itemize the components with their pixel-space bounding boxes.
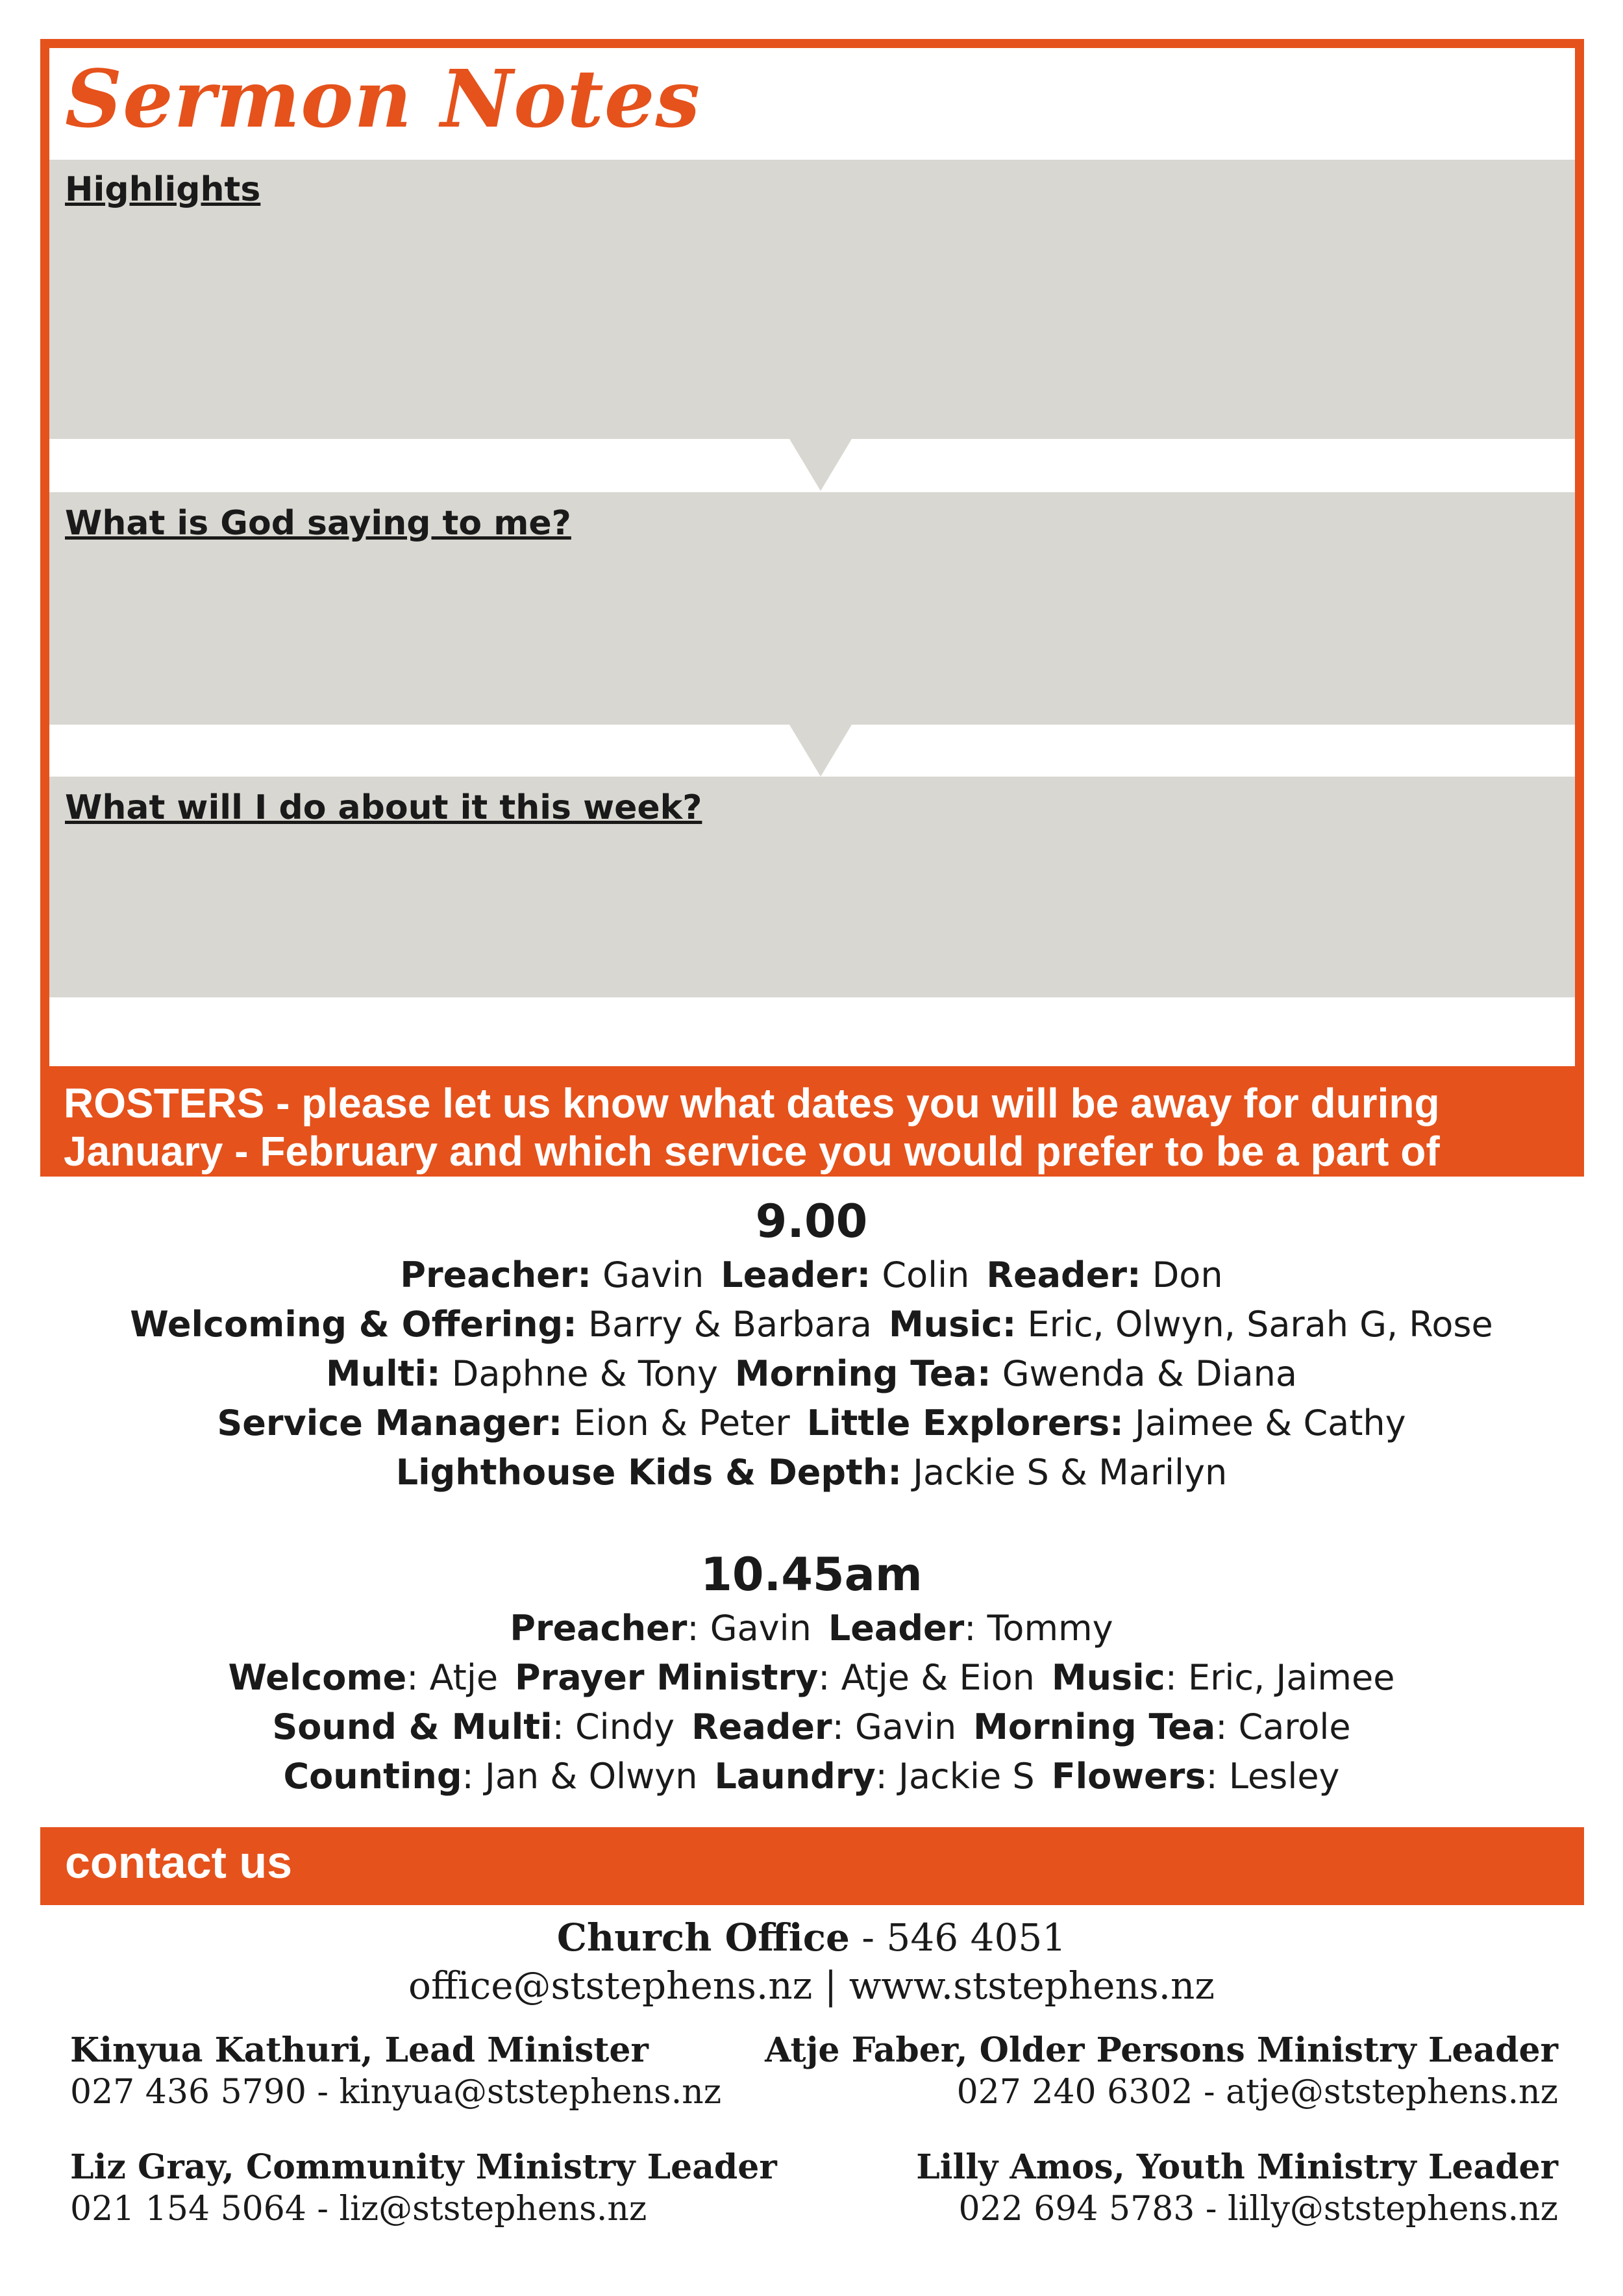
roster-role: Reader bbox=[691, 1706, 832, 1747]
staff-name: Atje Faber, Older Persons Ministry Leader bbox=[765, 2030, 1558, 2070]
roster-role: Service Manager: bbox=[217, 1403, 563, 1443]
roster-role: Little Explorers: bbox=[806, 1403, 1124, 1443]
staff-details[interactable]: 021 154 5064 - liz@ststephens.nz bbox=[70, 2190, 647, 2228]
roster-names: : Carole bbox=[1215, 1706, 1351, 1747]
church-office-line bbox=[0, 1915, 1623, 1960]
roster-line bbox=[0, 1703, 1623, 1752]
roster-names: : Gavin bbox=[687, 1608, 812, 1649]
church-office-phone[interactable]: - 546 4051 bbox=[849, 1915, 1067, 1960]
staff-details[interactable]: 022 694 5783 - lilly@ststephens.nz bbox=[958, 2190, 1558, 2228]
roster-role: Welcome bbox=[228, 1657, 407, 1698]
roster-line bbox=[0, 1604, 1623, 1653]
roster-names: Eric, Olwyn, Sarah G, Rose bbox=[1016, 1304, 1493, 1345]
service-roster-1045 bbox=[0, 1545, 1623, 1801]
sermon-notes-title: Sermon Notes bbox=[65, 52, 701, 145]
highlights-pointer bbox=[789, 439, 852, 491]
staff-name: Liz Gray, Community Ministry Leader bbox=[70, 2147, 777, 2187]
divider: | bbox=[812, 1964, 849, 2008]
roster-names: : Eric, Jaimee bbox=[1165, 1657, 1395, 1698]
roster-names: : Atje & Eion bbox=[818, 1657, 1035, 1698]
roster-names: : Jan & Olwyn bbox=[462, 1756, 698, 1797]
roster-names: Don bbox=[1141, 1254, 1223, 1295]
staff-name: Lilly Amos, Youth Ministry Leader bbox=[916, 2147, 1558, 2187]
staff-contact bbox=[70, 2030, 721, 2113]
roster-line bbox=[0, 1653, 1623, 1703]
roster-role: Preacher bbox=[510, 1608, 688, 1649]
church-office-links bbox=[0, 1964, 1623, 2008]
roster-names: Colin bbox=[871, 1254, 970, 1295]
roster-line bbox=[0, 1349, 1623, 1399]
roster-role: Leader: bbox=[721, 1254, 871, 1295]
service-time: 10.45am bbox=[700, 1548, 923, 1601]
roster-line bbox=[0, 1399, 1623, 1448]
roster-names: : Atje bbox=[406, 1657, 499, 1698]
rosters-banner bbox=[40, 1066, 1584, 1177]
staff-contact bbox=[70, 2147, 777, 2230]
roster-role: Music: bbox=[888, 1304, 1017, 1345]
action-label: What will I do about it this week? bbox=[65, 788, 702, 827]
roster-names: Jackie S & Marilyn bbox=[901, 1452, 1228, 1493]
roster-names: : Gavin bbox=[832, 1706, 957, 1747]
staff-contact bbox=[765, 2030, 1558, 2113]
roster-role: Prayer Ministry bbox=[515, 1657, 819, 1698]
roster-names: : Lesley bbox=[1206, 1756, 1340, 1797]
roster-role: Multi: bbox=[326, 1353, 441, 1394]
roster-role: Morning Tea bbox=[973, 1706, 1216, 1747]
roster-role: Lighthouse Kids & Depth: bbox=[395, 1452, 902, 1493]
staff-details[interactable]: 027 436 5790 - kinyua@ststephens.nz bbox=[70, 2073, 722, 2112]
roster-role: Preacher: bbox=[400, 1254, 591, 1295]
roster-role: Counting bbox=[283, 1756, 462, 1797]
staff-contact bbox=[916, 2147, 1558, 2230]
service-time: 9.00 bbox=[755, 1195, 868, 1248]
roster-role: Laundry bbox=[714, 1756, 876, 1797]
roster-role: Morning Tea: bbox=[734, 1353, 991, 1394]
god-saying-pointer bbox=[789, 725, 852, 777]
staff-details[interactable]: 027 240 6302 - atje@ststephens.nz bbox=[956, 2073, 1558, 2112]
roster-names: Gwenda & Diana bbox=[991, 1353, 1297, 1394]
roster-role: Music bbox=[1051, 1657, 1165, 1698]
roster-line bbox=[0, 1251, 1623, 1300]
rosters-banner-line-2: January - February and which service you would prefer to be a part of bbox=[64, 1128, 1440, 1175]
roster-names: : Tommy bbox=[964, 1608, 1113, 1649]
roster-names: Gavin bbox=[591, 1254, 704, 1295]
action-pointer bbox=[789, 997, 852, 1049]
roster-names: Daphne & Tony bbox=[440, 1353, 718, 1394]
roster-line bbox=[0, 1300, 1623, 1349]
contact-banner: contact us bbox=[40, 1827, 1584, 1905]
roster-names: Jaimee & Cathy bbox=[1123, 1403, 1406, 1443]
roster-names: Eion & Peter bbox=[562, 1403, 790, 1443]
roster-line bbox=[0, 1448, 1623, 1497]
roster-names: : Jackie S bbox=[875, 1756, 1035, 1797]
roster-line bbox=[0, 1752, 1623, 1801]
roster-role: Flowers bbox=[1051, 1756, 1206, 1797]
staff-name: Kinyua Kathuri, Lead Minister bbox=[70, 2030, 649, 2070]
roster-names: : Cindy bbox=[552, 1706, 675, 1747]
roster-names: Barry & Barbara bbox=[576, 1304, 872, 1345]
service-roster-900 bbox=[0, 1192, 1623, 1497]
roster-role: Reader: bbox=[986, 1254, 1141, 1295]
rosters-banner-line-1: ROSTERS - please let us know what dates you will be away for during bbox=[64, 1080, 1440, 1127]
god-saying-label: What is God saying to me? bbox=[65, 504, 571, 543]
church-office-label: Church Office bbox=[556, 1915, 850, 1960]
roster-role: Welcoming & Offering: bbox=[130, 1304, 577, 1345]
roster-role: Sound & Multi bbox=[272, 1706, 552, 1747]
highlights-label: Highlights bbox=[65, 170, 261, 209]
office-email-link[interactable]: office@ststephens.nz bbox=[408, 1964, 813, 2008]
roster-role: Leader bbox=[828, 1608, 965, 1649]
website-link[interactable]: www.ststephens.nz bbox=[849, 1964, 1215, 2008]
highlights-notes-box[interactable] bbox=[49, 160, 1575, 439]
